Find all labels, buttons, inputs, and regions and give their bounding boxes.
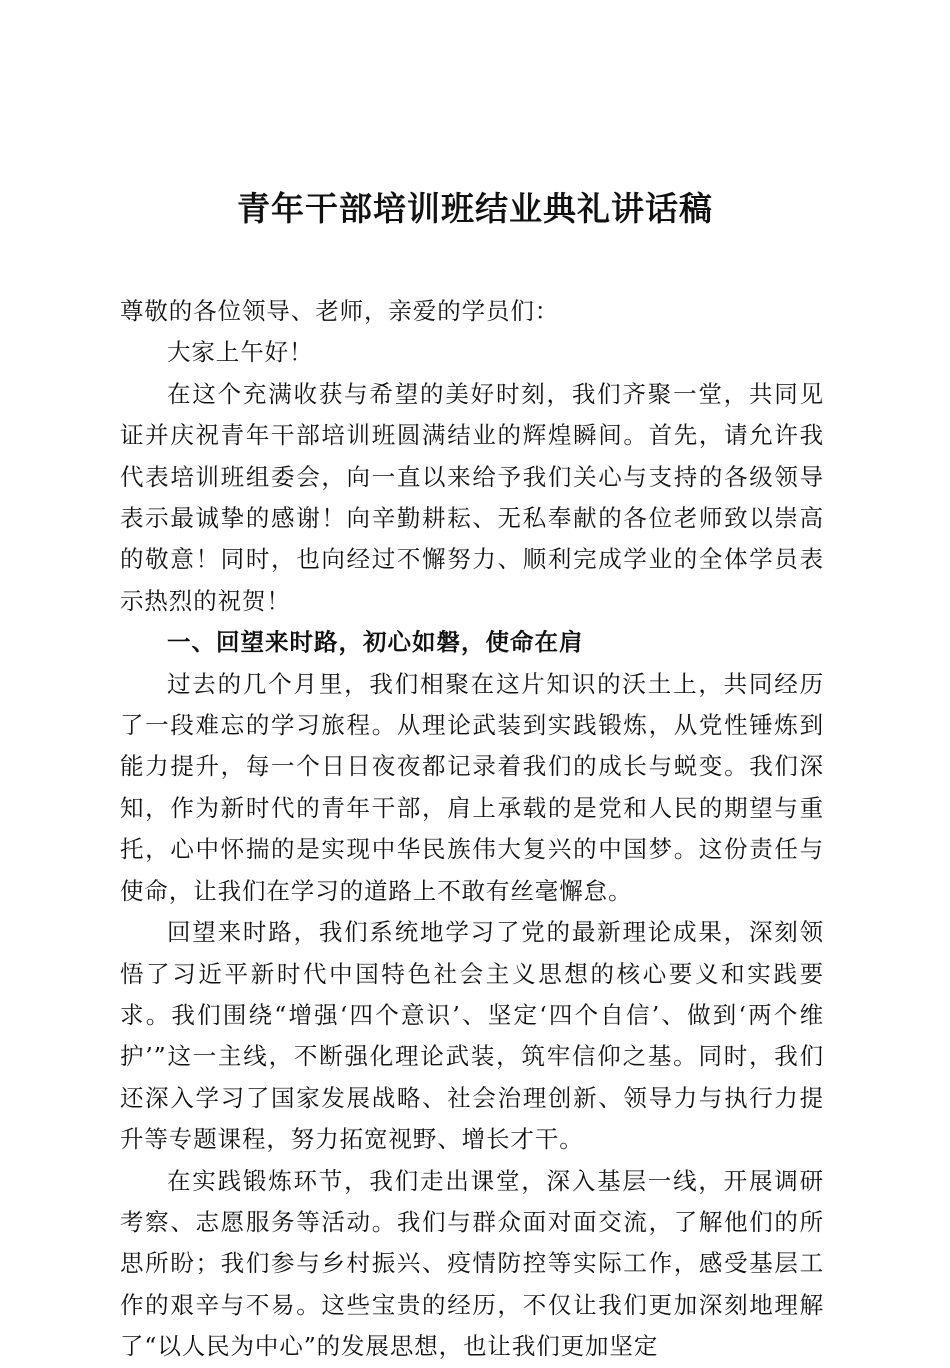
- document-body: [120, 291, 824, 1368]
- salutation: 尊敬的各位领导、老师，亲爱的学员们：: [120, 297, 560, 325]
- paragraph: 过去的几个月里，我们相聚在这片知识的沃土上，共同经历了一段难忘的学习旅程。从理论武装到实践锻炼，从党性锤炼到能力提升，每一个日日夜夜都记录着我们的成长与蜕变。我们深知，作为新时代的青年干部，肩上承载的是党和人民的期望与重托，心中怀揣的是实现中华民族伟大复兴的中国梦。这份责任与使命，让我们在学习的道路上不敢有丝毫懈怠。: [120, 669, 824, 905]
- section-heading: 一、回望来时路，初心如磐，使命在肩: [167, 628, 584, 657]
- paragraph-opening: 在这个充满收获与希望的美好时刻，我们齐聚一堂，共同见证并庆祝青年干部培训班圆满结业的辉煌瞬间。首先，请允许我代表培训班组委会，向一直以来给予我们关心与支持的各级领导表示最诚挚的感谢！向辛勤耕耘、无私奉献的各位老师致以崇高的敬意！同时，也向经过不懈努力、顺利完成学业的全体学员表示热烈的祝贺！: [120, 379, 824, 615]
- paragraph: 回望来时路，我们系统地学习了党的最新理论成果，深刻领悟了习近平新时代中国特色社会主义思想的核心要义和实践要求。我们围绕“增强‘四个意识’、坚定‘四个自信’、做到‘两个维护’”这一主线，不断强化理论武装，筑牢信仰之基。同时，我们还深入学习了国家发展战略、社会治理创新、领导力与执行力提升等专题课程，努力拓宽视野、增长才干。: [120, 918, 824, 1154]
- greeting: 大家上午好！: [167, 338, 314, 367]
- document-title: 青年干部培训班结业典礼讲话稿: [237, 189, 713, 228]
- paragraph: 在实践锻炼环节，我们走出课堂，深入基层一线，开展调研考察、志愿服务等活动。我们与群众面对面交流，了解他们的所思所盼；我们参与乡村振兴、疫情防控等实际工作，感受基层工作的艰辛与不易。这些宝贵的经历，不仅让我们更加深刻地理解了“以人民为中心”的发展思想，也让我们更加坚定: [120, 1166, 824, 1361]
